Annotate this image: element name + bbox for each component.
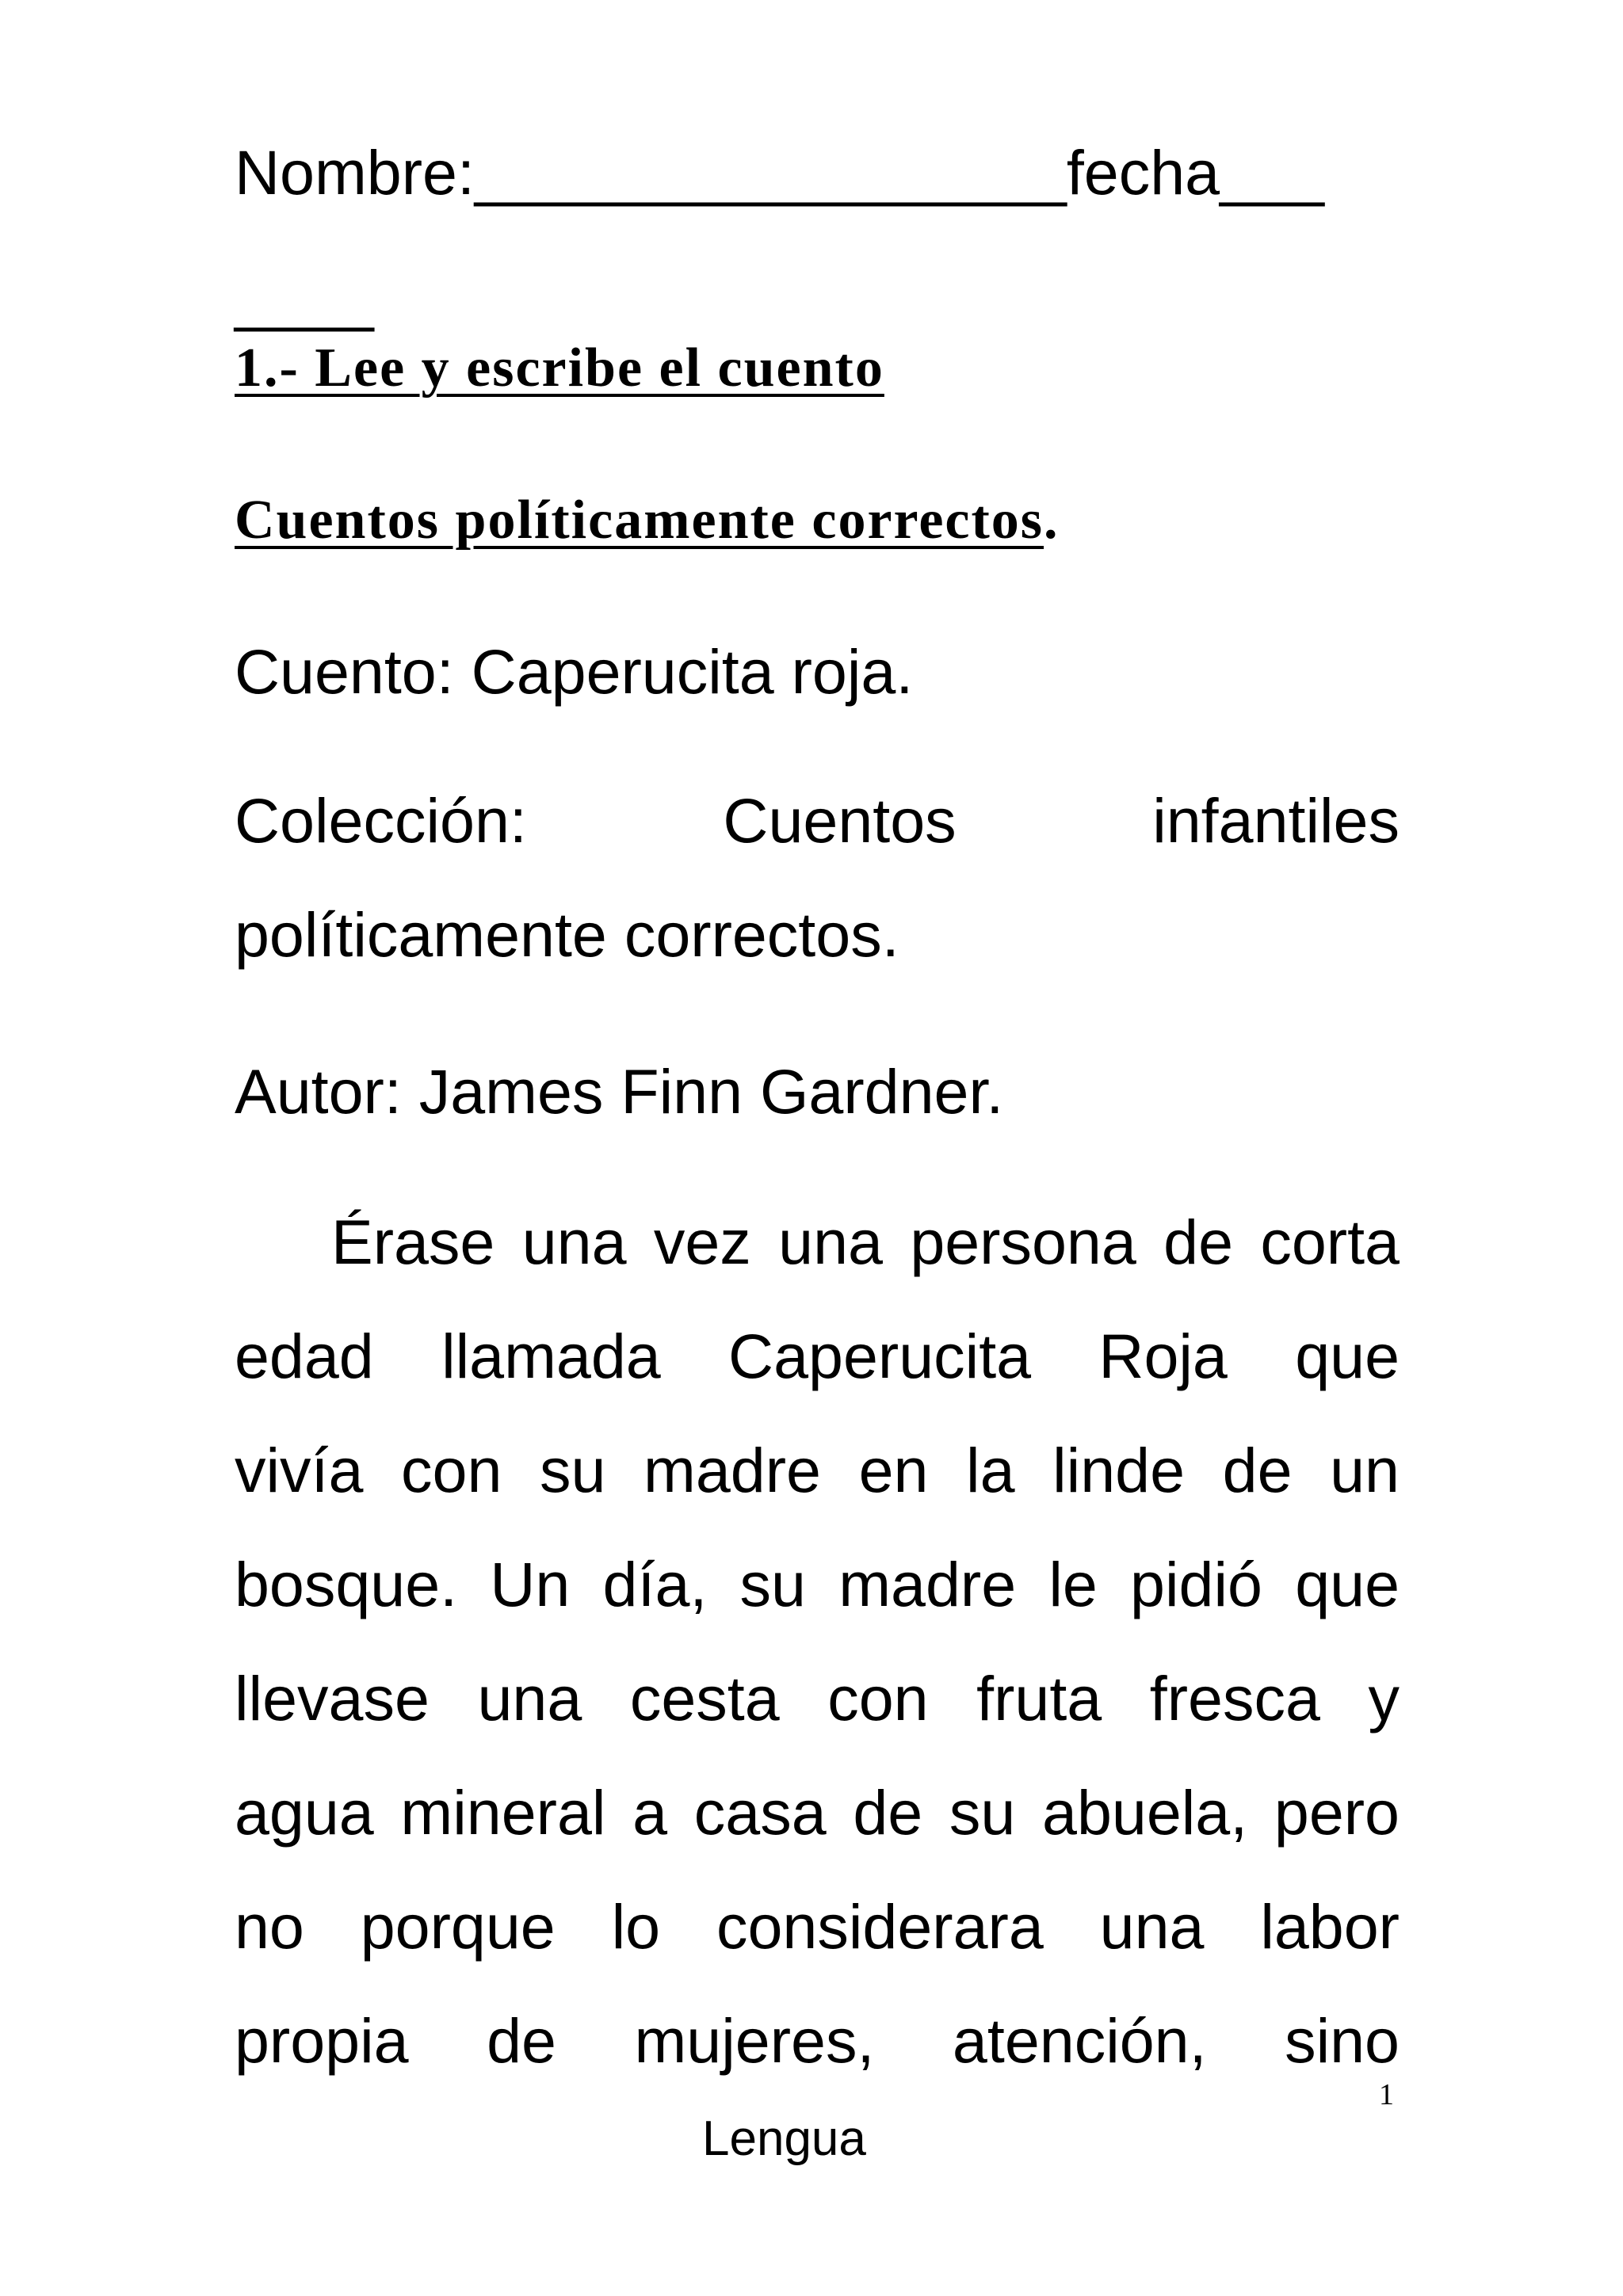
- paragraph-line: vivía con su madre en la linde de un: [235, 1435, 1400, 1505]
- paragraph-line: bosque. Un día, su madre le pidió que: [235, 1549, 1400, 1619]
- name-date-line: Nombre:_________________fecha___: [235, 137, 1324, 208]
- paragraph-line: Érase una vez una persona de corta: [331, 1207, 1400, 1277]
- paragraph-line: llevase una cesta con fruta fresca y: [235, 1663, 1400, 1733]
- name-date-line-continuation: ____: [235, 262, 374, 333]
- collection-line-2: políticamente correctos.: [235, 899, 899, 970]
- footer-subject: Lengua: [702, 2111, 866, 2166]
- document-page: [235, 0, 1400, 2296]
- page-number: 1: [1379, 2078, 1394, 2111]
- story-subtitle-text: Cuentos políticamente correctos: [235, 490, 1044, 551]
- paragraph-line: propia de mujeres, atención, sino: [235, 2005, 1400, 2076]
- exercise-heading-text: 1.- Lee y escribe el cuento: [235, 338, 884, 399]
- collection-line-1: Colección: Cuentos infantiles: [235, 785, 1400, 856]
- paragraph-line: agua mineral a casa de su abuela, pero: [235, 1777, 1400, 1848]
- story-subtitle-period: .: [1044, 490, 1060, 551]
- paragraph-line: no porque lo considerara una labor: [235, 1891, 1400, 1962]
- author-line: Autor: James Finn Gardner.: [235, 1056, 1004, 1127]
- story-subtitle: [235, 485, 1060, 556]
- exercise-heading: [235, 333, 884, 404]
- paragraph-line: edad llamada Caperucita Roja que: [235, 1321, 1400, 1391]
- story-title-line: Cuento: Caperucita roja.: [235, 636, 914, 707]
